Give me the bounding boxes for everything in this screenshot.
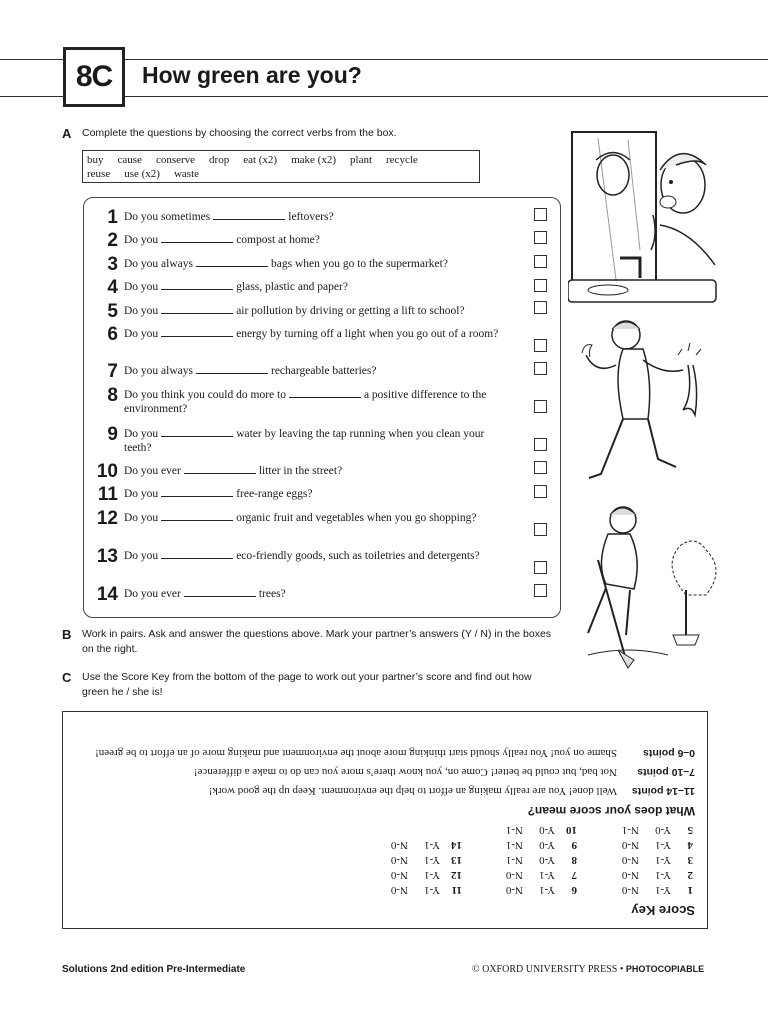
question-number: 14 <box>96 584 118 605</box>
answer-blank[interactable] <box>161 304 233 314</box>
score-key-value: Y-0 <box>539 839 555 851</box>
question-number: 13 <box>96 546 118 567</box>
footer-publisher: © OXFORD UNIVERSITY PRESS • PHOTOCOPIABLE <box>472 964 705 975</box>
score-key-question: 7 <box>571 869 577 881</box>
section-c-instruction: Use the Score Key from the bottom of the page to work out your partner’s score and find out how green he / she is! <box>82 671 532 698</box>
score-key-row <box>607 881 693 896</box>
question-text <box>124 364 524 378</box>
score-key-column-3 <box>376 836 462 896</box>
question-text-end: air pollution by driving or getting a lift to school? <box>236 305 465 317</box>
question-text-end: compost at home? <box>236 234 320 246</box>
score-key-row <box>607 821 693 836</box>
score-key-question: 2 <box>687 869 693 881</box>
answer-checkbox-6[interactable] <box>534 339 547 352</box>
man-brushing-teeth-illustration <box>568 130 718 305</box>
section-c-letter: C <box>62 670 72 685</box>
answer-checkbox-1[interactable] <box>534 208 547 221</box>
word-box-word: drop <box>209 154 230 166</box>
answer-checkbox-2[interactable] <box>534 231 547 244</box>
question-text-end: free-range eggs? <box>236 488 313 500</box>
question-number: 8 <box>107 385 118 406</box>
question-number: 4 <box>107 277 118 298</box>
section-a-letter: A <box>62 126 72 141</box>
score-key-row <box>491 821 577 836</box>
question-number: 5 <box>107 301 118 322</box>
score-key-value: N-0 <box>621 884 639 896</box>
score-key-question: 13 <box>451 854 462 866</box>
question-text-end: litter in the street? <box>258 465 343 477</box>
score-key-question: 14 <box>451 839 462 851</box>
score-key-value: Y-1 <box>539 884 555 896</box>
question-number: 12 <box>96 508 118 529</box>
score-key-question: 12 <box>451 869 462 881</box>
score-key-value: N-0 <box>390 884 408 896</box>
word-box-word: use (x2) <box>124 168 160 180</box>
question-number: 9 <box>107 424 118 445</box>
score-range: 0–6 points <box>643 747 695 759</box>
score-key-question: 1 <box>687 884 693 896</box>
score-key-box <box>62 711 708 929</box>
question-text-start: Do you ever <box>124 588 181 600</box>
footer-photocopiable: PHOTOCOPIABLE <box>625 964 705 974</box>
answer-blank[interactable] <box>289 388 361 398</box>
score-range: 7–10 points <box>637 766 695 778</box>
score-key-question: 8 <box>571 854 577 866</box>
score-key-value: N-0 <box>621 869 639 881</box>
question-text-start: Do you <box>124 488 159 500</box>
word-box <box>82 150 480 183</box>
answer-blank[interactable] <box>161 427 233 437</box>
page-title: How green are you? <box>142 62 362 88</box>
answer-blank[interactable] <box>196 364 268 374</box>
score-key-row <box>607 836 693 851</box>
word-box-word: make (x2) <box>291 154 337 166</box>
answer-checkbox-7[interactable] <box>534 362 547 375</box>
question-number: 3 <box>107 254 118 275</box>
footer-publisher-name: © OXFORD UNIVERSITY PRESS <box>472 964 618 975</box>
answer-blank[interactable] <box>196 257 268 267</box>
question-text-start: Do you always <box>124 365 193 377</box>
question-text-start: Do you <box>124 550 159 562</box>
score-key-value: N-0 <box>390 854 408 866</box>
question-text-end: glass, plastic and paper? <box>236 281 348 293</box>
question-text <box>124 587 524 601</box>
question-text <box>124 487 524 501</box>
answer-blank[interactable] <box>161 487 233 497</box>
answer-blank[interactable] <box>184 464 256 474</box>
man-throwing-banana-illustration <box>568 315 718 490</box>
score-key-value: Y-1 <box>539 869 555 881</box>
score-key-question: 11 <box>451 884 462 896</box>
question-number: 11 <box>97 484 118 505</box>
answer-checkbox-9[interactable] <box>534 438 547 451</box>
score-description: Shame on you! You really should start thinking more about the environment and making more of an effort to be green! <box>95 747 617 759</box>
man-planting-tree-illustration <box>568 500 718 675</box>
question-text <box>124 427 499 455</box>
answer-checkbox-5[interactable] <box>534 301 547 314</box>
question-text <box>124 210 524 224</box>
score-result <box>75 760 695 779</box>
score-key-row <box>607 866 693 881</box>
question-text-end: rechargeable batteries? <box>271 365 377 377</box>
answer-checkbox-8[interactable] <box>534 400 547 413</box>
score-key-question: 3 <box>687 854 693 866</box>
answer-checkbox-10[interactable] <box>534 461 547 474</box>
question-number: 2 <box>107 230 118 251</box>
score-key-question: 5 <box>687 824 693 836</box>
answer-checkbox-3[interactable] <box>534 255 547 268</box>
score-meaning-title: What does your score mean? <box>527 804 695 818</box>
question-text <box>124 304 524 318</box>
question-text-end: leftovers? <box>288 211 334 223</box>
score-key-row <box>491 836 577 851</box>
question-text-start: Do you <box>124 281 159 293</box>
question-text-start: Do you <box>124 234 159 246</box>
score-key-value: Y-1 <box>655 854 671 866</box>
score-key-row <box>491 866 577 881</box>
question-text-start: Do you always <box>124 258 193 270</box>
question-text <box>124 327 499 341</box>
score-description: Not bad, but could be better! Come on, you know there’s more you can do to make a difference! <box>193 766 617 778</box>
score-key-value: N-0 <box>390 839 408 851</box>
word-box-word: buy <box>87 154 104 166</box>
answer-blank[interactable] <box>161 511 233 521</box>
score-key-value: N-0 <box>390 869 408 881</box>
word-box-word: conserve <box>155 154 196 166</box>
word-box-word: eat (x2) <box>243 154 278 166</box>
answer-blank[interactable] <box>161 327 233 337</box>
score-key-question: 6 <box>571 884 577 896</box>
score-key-value: N-0 <box>621 839 639 851</box>
score-key-value: N-1 <box>505 824 523 836</box>
score-result <box>75 779 695 798</box>
score-key-value: Y-1 <box>424 854 440 866</box>
score-key-value: N-1 <box>505 854 523 866</box>
question-text-end: eco-friendly goods, such as toiletries and detergents? <box>236 550 480 562</box>
word-box-word: reuse <box>87 168 111 180</box>
question-text-start: Do you ever <box>124 465 181 477</box>
score-key-column-2 <box>491 821 577 896</box>
footer-book-title: Solutions 2nd edition Pre-Intermediate <box>62 964 246 975</box>
answer-checkbox-13[interactable] <box>534 561 547 574</box>
question-text <box>124 511 499 525</box>
score-result <box>75 741 695 760</box>
answer-blank[interactable] <box>161 233 233 243</box>
score-key-value: N-0 <box>621 854 639 866</box>
question-text-end: water by leaving the tap running when you clean your teeth? <box>124 428 485 454</box>
lesson-code: 8C <box>63 47 125 107</box>
score-description: Well done! You are really making an effort to help the environment. Keep up the good work! <box>208 785 617 797</box>
question-text-end: a positive difference to the environment? <box>124 389 487 415</box>
score-key-row <box>376 866 462 881</box>
section-a-instruction: Complete the questions by choosing the correct verbs from the box. <box>82 127 397 139</box>
score-range: 11–14 points <box>631 785 695 797</box>
section-b-instruction: Work in pairs. Ask and answer the questions above. Mark your partner’s answers (Y / N) in the boxes on the right. <box>82 628 552 655</box>
score-key-question: 9 <box>571 839 577 851</box>
score-key-value: Y-1 <box>424 884 440 896</box>
answer-checkbox-11[interactable] <box>534 485 547 498</box>
score-key-row <box>491 851 577 866</box>
question-text-start: Do you <box>124 428 159 440</box>
question-number: 10 <box>96 461 118 482</box>
section-b-letter: B <box>62 627 72 642</box>
score-key-value: Y-0 <box>655 824 671 836</box>
score-key-value: Y-1 <box>655 869 671 881</box>
score-key-value: Y-0 <box>539 854 555 866</box>
question-text-start: Do you <box>124 512 159 524</box>
question-text <box>124 257 524 271</box>
score-key-column-1 <box>607 821 693 896</box>
score-key-row <box>607 851 693 866</box>
answer-blank[interactable] <box>161 549 233 559</box>
answer-blank[interactable] <box>184 587 256 597</box>
score-key-value: N-0 <box>505 869 523 881</box>
answer-blank[interactable] <box>213 210 285 220</box>
score-key-value: Y-1 <box>424 839 440 851</box>
question-text-end: organic fruit and vegetables when you go shopping? <box>236 512 477 524</box>
score-key-question: 4 <box>687 839 693 851</box>
question-text <box>124 280 524 294</box>
answer-checkbox-12[interactable] <box>534 523 547 536</box>
word-box-word: cause <box>117 154 142 166</box>
score-key-row <box>376 851 462 866</box>
question-number: 6 <box>107 324 118 345</box>
question-text-end: bags when you go to the supermarket? <box>271 258 448 270</box>
score-key-value: Y-0 <box>539 824 555 836</box>
score-key-value: N-1 <box>505 839 523 851</box>
score-key-value: Y-1 <box>655 839 671 851</box>
question-text-end: trees? <box>258 588 286 600</box>
answer-checkbox-4[interactable] <box>534 279 547 292</box>
score-key-value: Y-1 <box>655 884 671 896</box>
score-key-value: N-1 <box>621 824 639 836</box>
question-number: 7 <box>107 361 118 382</box>
word-box-word: waste <box>173 168 200 180</box>
question-text <box>124 233 524 247</box>
answer-checkbox-14[interactable] <box>534 584 547 597</box>
score-key-row <box>376 881 462 896</box>
question-number: 1 <box>107 207 118 228</box>
question-text-start: Do you think you could do more to <box>124 389 286 401</box>
question-text-start: Do you sometimes <box>124 211 211 223</box>
question-text-end: energy by turning off a light when you go out of a room? <box>236 328 499 340</box>
question-text-start: Do you <box>124 328 159 340</box>
score-key-value: N-0 <box>505 884 523 896</box>
score-key-title: Score Key <box>631 903 695 918</box>
score-key-question: 10 <box>566 824 577 836</box>
question-text <box>124 388 499 416</box>
question-text <box>124 464 524 478</box>
word-box-word: recycle <box>386 154 418 166</box>
score-key-value: Y-1 <box>424 869 440 881</box>
score-key-inverted-content <box>63 712 707 928</box>
question-text-start: Do you <box>124 305 159 317</box>
score-results <box>75 741 695 798</box>
answer-blank[interactable] <box>161 280 233 290</box>
word-box-word: plant <box>350 154 373 166</box>
score-key-row <box>376 836 462 851</box>
question-text <box>124 549 499 563</box>
score-key-row <box>491 881 577 896</box>
